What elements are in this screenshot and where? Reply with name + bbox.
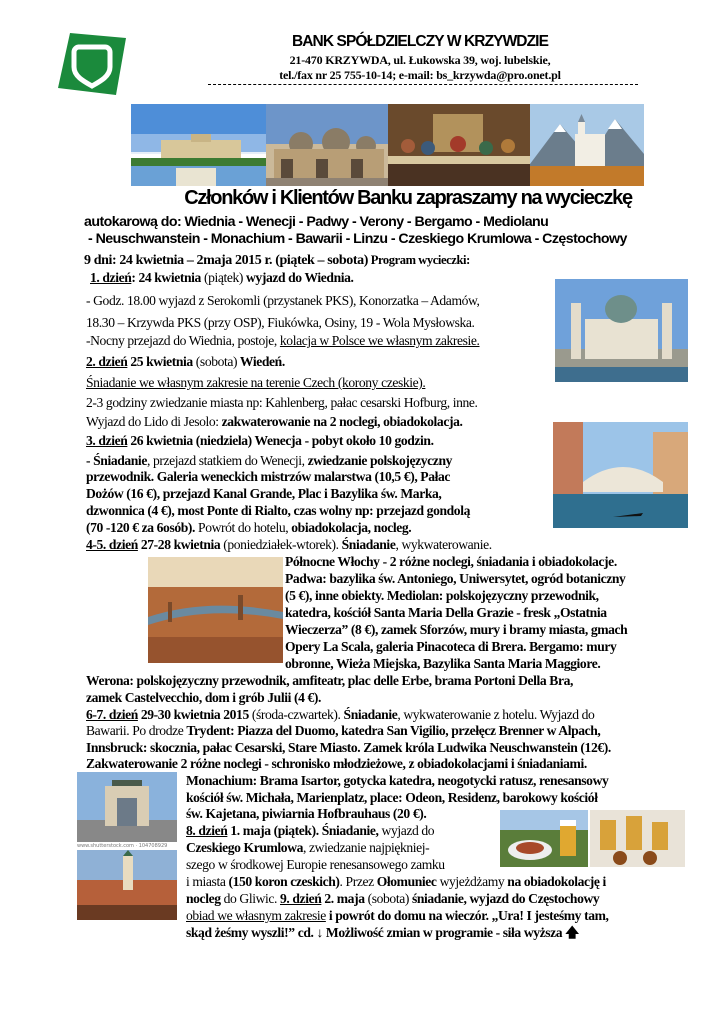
photo-caption: www.shutterstock.com · 104708929 [77,843,168,849]
day8-line-5a: nocleg [186,891,221,906]
photo-schonbrunn [131,104,266,186]
day3-line-6c: obiadokolacja, nocleg. [291,520,412,535]
day3-heading [86,433,434,449]
day3-line-3: przewodnik. Galeria weneckich mistrzów malarstwa (10,5 €), Pałac [86,469,451,484]
day9-line-2 [186,908,609,924]
day8-line-4 [186,874,606,890]
day8-heading [186,823,434,839]
day67-line-4: Zakwaterowanie 2 różne noclegi - schronisko młodzieżowe, z obiadokolacjami i śniadaniami. [86,756,587,771]
day67-munich-2: kościół św. Michała, Marienplatz, place: Odeon, Residenz, barokowy kościół [186,790,598,805]
trip-dates-range: 9 dni: 24 kwietnia – 2maja 2015 r. (piątek – sobota) [84,253,368,268]
photo-verona-panorama [148,557,283,663]
day67-line-3: Innsbruck: skocznia, pałac Cesarski, Stare Miasto. Zamek króla Ludwika Neuschwanstein (12€). [86,740,611,755]
bank-contact: tel./fax nr 25 755-10-14; e-mail: bs_krzywda@pro.onet.pl [279,68,561,82]
day1-label: 1. dzień [90,270,132,285]
day2-heading [86,354,285,370]
day3-line-5: dzwonnica (4 €), most Ponte di Rialto, czas wolny np: przejazd gondolą [86,503,470,518]
day67-heading [86,707,594,723]
day3-line-4: Dożów (16 €), przejazd Kanal Grande, Plac i Bazylika św. Marka, [86,486,442,501]
day67-line-2b: Trydent: Piazza del Duomo, katedra San Vigilio, przełęcz Brenner w Alpach, [186,723,601,738]
day45-right-7: obronne, Wieża Miejska, Bazylika Santa Maria Maggiore. [285,656,601,671]
day8-line-5 [186,891,599,907]
day67-label: 6-7. dzień [86,707,138,722]
photo-last-supper [388,104,530,186]
day67-checkout: , wykwaterowanie z hotelu. Wyjazd do [397,707,595,722]
day45-label: 4-5. dzień [86,537,138,552]
bank-logo [58,33,126,95]
day45-right-6: Opery La Scala, galeria Pinacoteca di Brera. Bergamo: mury [285,639,617,654]
day1-line-4 [86,333,480,349]
day1-line-4a: -Nocny przejazd do Wiednia, postoje, [86,333,280,348]
day1-weekday: (piątek) [203,270,244,285]
day67-date: 29-30 kwietnia 2015 [137,707,252,722]
day9-date: 2. maja [321,891,368,906]
day8-line-2b: , zwiedzanie najpiękniej- [303,840,430,855]
day45-right-5: Wieczerza” (8 €), zamek Sforzów, mury i bramy miasta, gmach [285,622,628,637]
day45-right-1: Północne Włochy - 2 różne noclegi, śniadania i obiadokolacje. [285,554,617,569]
day45-verona-2: zamek Castelvecchio, dom i grób Julii (4 €). [86,690,321,705]
day2-line-4b: zakwaterowanie na 2 noclegi, obiadokolacja. [221,414,463,429]
day2-line-2: Śniadanie we własnym zakresie na terenie Czech (korony czeskie). [86,375,426,390]
day67-line-2a: Bawarii. Po drodze [86,723,187,738]
day1-date: : 24 kwietnia [131,270,204,285]
day1-line-3: 18.30 – Krzywda PKS (przy OSP), Fiukówka, Osiny, 19 - Wola Mysłowska. [86,315,475,330]
day2-line-4 [86,414,463,430]
photo-vienna-karlskirche [555,279,688,382]
photo-san-marco [266,104,388,186]
day2-label: 2. dzień [86,354,128,369]
day67-weekday: (środa-czwartek). [251,707,344,722]
day2-line-3: 2-3 godziny zwiedzanie miasta np: Kahlenberg, pałac cesarski Hofburg, inne. [86,395,478,410]
trip-dates [84,252,470,269]
day1-destination: wyjazd do Wiednia. [243,270,354,285]
day67-breakfast: Śniadanie [343,707,398,722]
day8-line-4c: . Przez [339,874,377,889]
bank-address: 21-470 KRZYWDA, ul. Łukowska 39, woj. lubelskie, [289,53,551,67]
day8-line-3: szego w środkowej Europie renesansowego zamku [186,857,445,872]
day8-departure: wyjazd do [378,823,435,838]
day8-line-5b: do Gliwic. [220,891,280,906]
day45-weekday: (poniedziałek-wtorek). [223,537,342,552]
day1-line-4b: kolacja w Polsce we własnym zakresie. [279,333,480,348]
arrow-up-icon: 🡅 [565,925,579,941]
bank-name: BANK SPÓŁDZIELCZY W KRZYWDZIE [291,33,549,50]
day45-heading [86,537,492,553]
program-heading: Program wycieczki: [367,253,470,267]
day67-line-2 [86,723,600,739]
day8-line-4f: na obiadokolację i [507,874,606,889]
day2-line-4a: Wyjazd do Lido di Jesolo: [86,414,222,429]
day45-checkout: , wykwaterowanie. [395,537,492,552]
day45-verona-1: Werona: polskojęzyczny przewodnik, amfiteatr, plac delle Erbe, brama Portoni Della Bra, [86,673,573,688]
day3-line-2c: zwiedzanie polskojęzyczny [307,453,452,468]
photo-neuschwanstein [530,104,644,186]
day8-line-4d: Ołomuniec [376,874,437,889]
day2-date: 25 kwietnia [127,354,196,369]
day3-line-6a: (70 -120 € za 6osób). [86,520,196,535]
photo-venice-rialto [553,422,688,528]
day67-munich-1: Monachium: Brama Isartor, gotycka katedra, neogotycki ratusz, renesansowy [186,773,609,788]
day3-line-2a: - Śniadanie [86,453,147,468]
photo-cesky-krumlov [77,850,177,920]
day67-munich-3: św. Kajetana, piwiarnia Hofbrauhaus (20 €). [186,806,427,821]
photo-beer-and-pretzels [590,810,685,867]
day45-right-4: katedra, kościół Santa Maria Della Grazie - fresk „Ostatnia [285,605,607,620]
day9-weekday: (sobota) [367,891,412,906]
day3-line-2b: , przejazd statkiem do Wenecji, [146,453,308,468]
invitation-title: Członków i Klientów Banku zapraszamy na wycieczkę [184,187,632,209]
photo-czech-food [500,810,588,867]
day3-line-6 [86,520,411,536]
day2-weekday: (sobota) [195,354,238,369]
day45-right-3: (5 €), inne obiekty. Mediolan: polskojęzyczny przewodnik, [285,588,599,603]
route-line-2: - Neuschwanstein - Monachium - Bawarii - Linzu - Czeskiego Krumlowa - Częstochowy [88,231,627,247]
day9-line-3 [186,925,579,941]
day45-date: 27-28 kwietnia [137,537,224,552]
day1-line-2: - Godz. 18.00 wyjazd z Serokomli (przystanek PKS), Konorzatka – Adamów, [86,293,480,308]
day8-label: 8. dzień [186,823,228,838]
day8-line-4e: wyjeżdżamy [436,874,508,889]
day9-line-2b: i powrót do domu na wieczór. „Ura! I jesteśmy tam, [325,908,609,923]
photo-munich-siegestor [77,772,177,842]
day8-line-2 [186,840,429,856]
day8-line-4b: (150 koron czeskich) [228,874,340,889]
day3-line-2 [86,453,452,469]
day8-line-2a: Czeskiego Krumlowa [186,840,304,855]
route-line-1: autokarową do: Wiednia - Wenecji - Padwy - Verony - Bergamo - Mediolanu [84,214,549,230]
day2-destination: Wiedeń. [237,354,285,369]
day3-label: 3. dzień [86,433,128,448]
day8-date: 1. maja (piątek). Śniadanie, [227,823,379,838]
day9-plan: śniadanie, wyjazd do Częstochowy [411,891,600,906]
header-divider [208,84,638,85]
day9-line-2a: obiad we własnym zakresie [186,908,326,923]
day9-label: 9. dzień [280,891,322,906]
day9-line-3a: skąd żeśmy wyszli!” cd. ↓ [186,925,323,940]
day8-line-4a: i miasta [186,874,229,889]
day3-date: 26 kwietnia (niedziela) Wenecja - pobyt około 10 godzin. [127,433,434,448]
day45-right-2: Padwa: bazylika św. Antoniego, Uniwersytet, ogród botaniczny [285,571,626,586]
day3-line-6b: Powrót do hotelu, [195,520,292,535]
day45-breakfast: Śniadanie [341,537,396,552]
day1-heading [90,270,354,286]
changes-notice: Możliwość zmian w programie - siła wyższa [322,925,566,940]
